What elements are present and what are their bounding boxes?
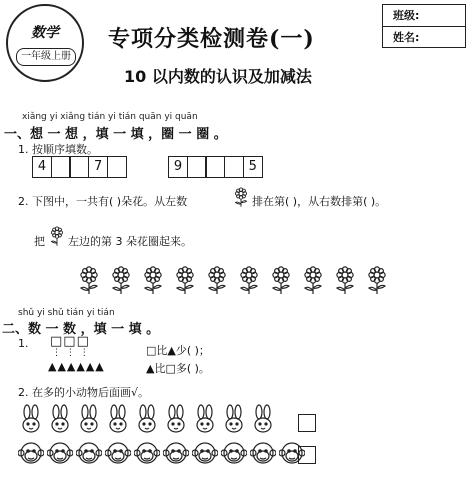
rabbit-icon[interactable]	[163, 404, 189, 434]
rabbit-icon[interactable]	[18, 404, 44, 434]
s2-q1-number: 1.	[18, 337, 29, 350]
monkey-answer-box[interactable]	[298, 446, 316, 464]
monkey-icon[interactable]	[18, 438, 44, 468]
seq-cell[interactable]	[107, 156, 127, 178]
q1-prompt: 1. 按顺序填数。	[18, 143, 98, 156]
badge-grade: 一年级上册	[16, 48, 76, 66]
seq-cell[interactable]	[69, 156, 89, 178]
dots-row: ⋮ ⋮ ⋮	[52, 348, 90, 358]
rabbit-icon[interactable]	[105, 404, 131, 434]
triangles-row: ▲▲▲▲▲▲	[48, 360, 105, 373]
flower-icon[interactable]	[76, 265, 102, 295]
seq-cell[interactable]	[187, 156, 207, 178]
monkey-row	[18, 438, 305, 468]
squares-row: □□□	[50, 334, 90, 349]
monkey-icon[interactable]	[47, 438, 73, 468]
section2-pinyin: shǔ yi shǔ tián yi tián	[18, 308, 115, 318]
s2-q2-prompt: 2. 在多的小动物后面画√。	[18, 386, 150, 399]
flower-icon	[48, 224, 66, 248]
flower-icon[interactable]	[236, 265, 262, 295]
compare-1: □比▲少( )；	[146, 344, 210, 357]
section1-heading: 一、想 一 想 ，填 一 填 ，圈 一 圈 。	[4, 127, 227, 142]
seq-cell[interactable]: 7	[88, 156, 108, 178]
flower-icon[interactable]	[204, 265, 230, 295]
section1-pinyin: xiǎng yi xiǎng tián yi tián quān yi quān	[22, 112, 198, 122]
flower-icon	[232, 186, 250, 208]
rabbit-answer-box[interactable]	[298, 414, 316, 432]
seq-cell[interactable]	[205, 156, 225, 178]
rabbit-icon[interactable]	[221, 404, 247, 434]
monkey-icon[interactable]	[134, 438, 160, 468]
flower-icon[interactable]	[332, 265, 358, 295]
rabbit-row	[18, 404, 276, 434]
q2-prompt-a: 2. 下图中，一共有( )朵花。从左数	[18, 195, 188, 208]
rabbit-icon[interactable]	[192, 404, 218, 434]
page-subtitle: 10 以内数的认识及加减法	[124, 67, 312, 86]
rabbit-icon[interactable]	[47, 404, 73, 434]
seq-cell[interactable]	[51, 156, 71, 178]
seq-cell[interactable]	[224, 156, 244, 178]
sequence-b	[168, 156, 263, 178]
section2-heading: 二、数 一 数 ，填 一 填 。	[2, 322, 160, 337]
flower-row	[76, 265, 390, 295]
q2c-suffix: 左边的第 3 朵花圈起来。	[68, 235, 192, 248]
flower-icon[interactable]	[364, 265, 390, 295]
class-field[interactable]: 班级:	[383, 5, 465, 27]
seq-cell[interactable]: 4	[32, 156, 52, 178]
page-title: 专项分类检测卷(一)	[108, 26, 315, 52]
rabbit-icon[interactable]	[134, 404, 160, 434]
name-field[interactable]: 姓名:	[393, 31, 420, 44]
rabbit-icon[interactable]	[250, 404, 276, 434]
monkey-icon[interactable]	[192, 438, 218, 468]
rabbit-icon[interactable]	[76, 404, 102, 434]
seq-cell[interactable]: 9	[168, 156, 188, 178]
q2c-prefix: 把	[34, 235, 45, 248]
flower-icon[interactable]	[108, 265, 134, 295]
monkey-icon[interactable]	[105, 438, 131, 468]
monkey-icon[interactable]	[163, 438, 189, 468]
seq-cell[interactable]: 5	[243, 156, 263, 178]
subject-badge	[6, 4, 84, 82]
compare-2: ▲比□多( )。	[146, 362, 210, 375]
flower-icon[interactable]	[140, 265, 166, 295]
sequence-a	[32, 156, 127, 178]
flower-icon[interactable]	[268, 265, 294, 295]
flower-icon[interactable]	[300, 265, 326, 295]
flower-icon[interactable]	[172, 265, 198, 295]
monkey-icon[interactable]	[76, 438, 102, 468]
monkey-icon[interactable]	[221, 438, 247, 468]
student-info-box	[382, 4, 466, 48]
q2-prompt-b: 排在第( )，从右数排第( )。	[252, 195, 387, 208]
badge-subject: 数学	[31, 25, 59, 41]
monkey-icon[interactable]	[250, 438, 276, 468]
